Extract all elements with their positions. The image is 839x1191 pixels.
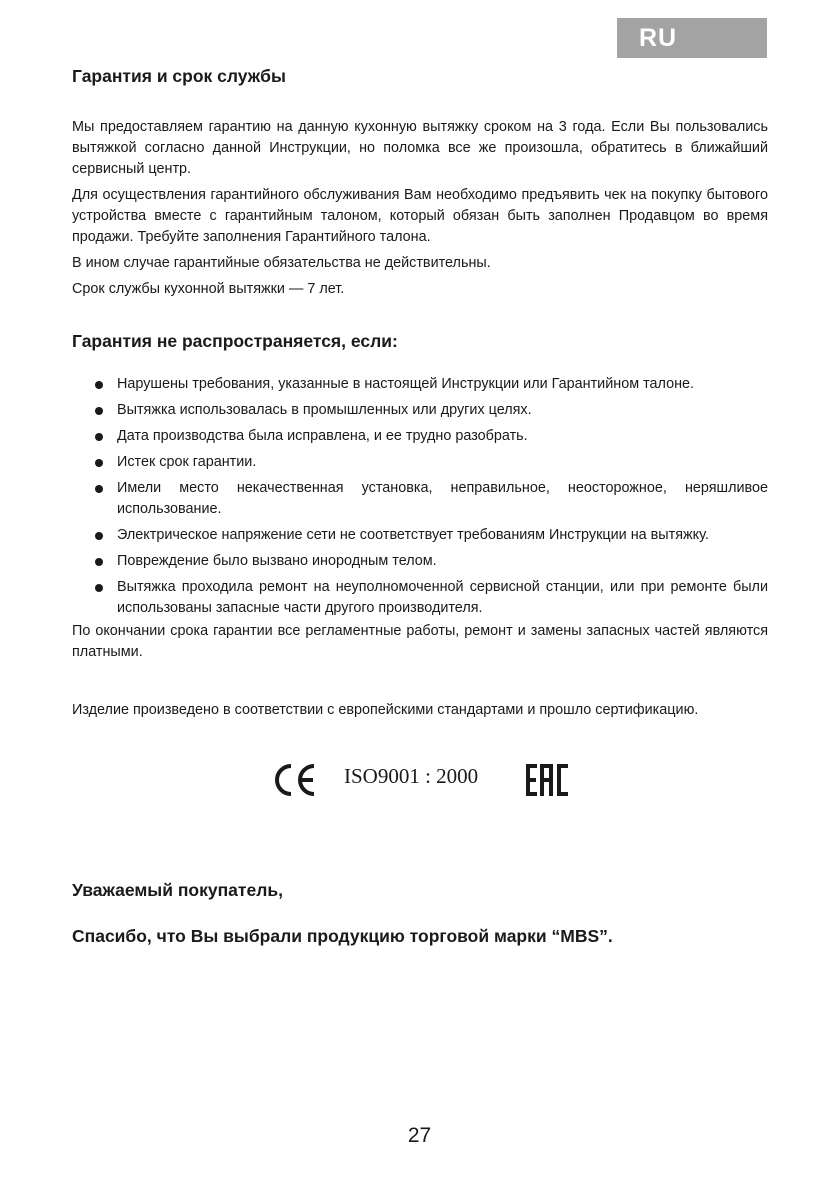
bullet-icon bbox=[95, 407, 103, 415]
bullet-icon bbox=[95, 584, 103, 592]
warranty-title: Гарантия и срок службы bbox=[72, 66, 286, 86]
ce-mark-icon bbox=[272, 762, 318, 798]
list-item-text: Электрическое напряжение сети не соответствует требованиям Инструкции на вытяжку. bbox=[117, 527, 709, 543]
page-number: 27 bbox=[407, 1124, 432, 1147]
list-item-text: Вытяжка использовалась в промышленных или других целях. bbox=[117, 402, 532, 418]
thanks-line: Спасибо, что Вы выбрали продукцию торговой марки “MBS”. bbox=[72, 926, 613, 946]
warranty-paragraph: В ином случае гарантийные обязательства не действительны. bbox=[72, 255, 491, 271]
list-item-text: Вытяжка проходила ремонт на неуполномоченной сервисной станции, или при ремонте были использованы запасные части другого производителя. bbox=[117, 579, 768, 616]
list-item-text: Имели место некачественная установка, неправильное, неосторожное, неряшливое использование. bbox=[117, 480, 768, 517]
warranty-paragraph: Срок службы кухонной вытяжки — 7 лет. bbox=[72, 281, 345, 297]
language-tab bbox=[617, 18, 767, 58]
list-item bbox=[72, 452, 768, 473]
language-label: RU bbox=[639, 24, 678, 52]
list-item bbox=[72, 426, 768, 447]
list-item bbox=[72, 374, 768, 395]
certification-text: Изделие произведено в соответствии с европейскими стандартами и прошло сертификацию. bbox=[72, 702, 699, 718]
list-item-text: Нарушены требования, указанные в настоящей Инструкции или Гарантийном талоне. bbox=[117, 376, 695, 392]
bullet-icon bbox=[95, 459, 103, 467]
warranty-paragraph: Мы предоставляем гарантию на данную кухонную вытяжку сроком на 3 года. Если Вы пользовались вытяжкой согласно данной Инструкции, но поломка все же произошла, обратитесь в ближайший сервисный центр. bbox=[72, 119, 768, 177]
list-item bbox=[72, 478, 768, 520]
list-item bbox=[72, 551, 768, 572]
list-item-text: Дата производства была исправлена, и ее трудно разобрать. bbox=[117, 428, 528, 444]
certification-marks bbox=[0, 762, 839, 802]
closing-block bbox=[72, 880, 768, 947]
warranty-paragraph: Для осуществления гарантийного обслуживания Вам необходимо предъявить чек на покупку бытового устройства вместе с гарантийным талоном, который обязан быть заполнен Продавцом во время продажи. Требуйте заполнения Гарантийного талона. bbox=[72, 187, 768, 245]
exclusions-list bbox=[72, 374, 768, 619]
iso-label: ISO9001 : 2000 bbox=[344, 764, 479, 788]
list-item bbox=[72, 525, 768, 546]
bullet-icon bbox=[95, 532, 103, 540]
bullet-icon bbox=[95, 381, 103, 389]
eac-mark-icon bbox=[525, 762, 569, 798]
greeting: Уважаемый покупатель, bbox=[72, 880, 283, 900]
post-warranty-note: По окончании срока гарантии все регламентные работы, ремонт и замены запасных частей являются платными. bbox=[72, 623, 768, 660]
bullet-icon bbox=[95, 485, 103, 493]
list-item bbox=[72, 577, 768, 619]
exclusions-title: Гарантия не распространяется, если: bbox=[72, 331, 398, 351]
bullet-icon bbox=[95, 558, 103, 566]
list-item-text: Истек срок гарантии. bbox=[117, 454, 257, 470]
bullet-icon bbox=[95, 433, 103, 441]
page-content bbox=[72, 66, 768, 721]
list-item-text: Повреждение было вызвано инородным телом. bbox=[117, 553, 437, 569]
list-item bbox=[72, 400, 768, 421]
